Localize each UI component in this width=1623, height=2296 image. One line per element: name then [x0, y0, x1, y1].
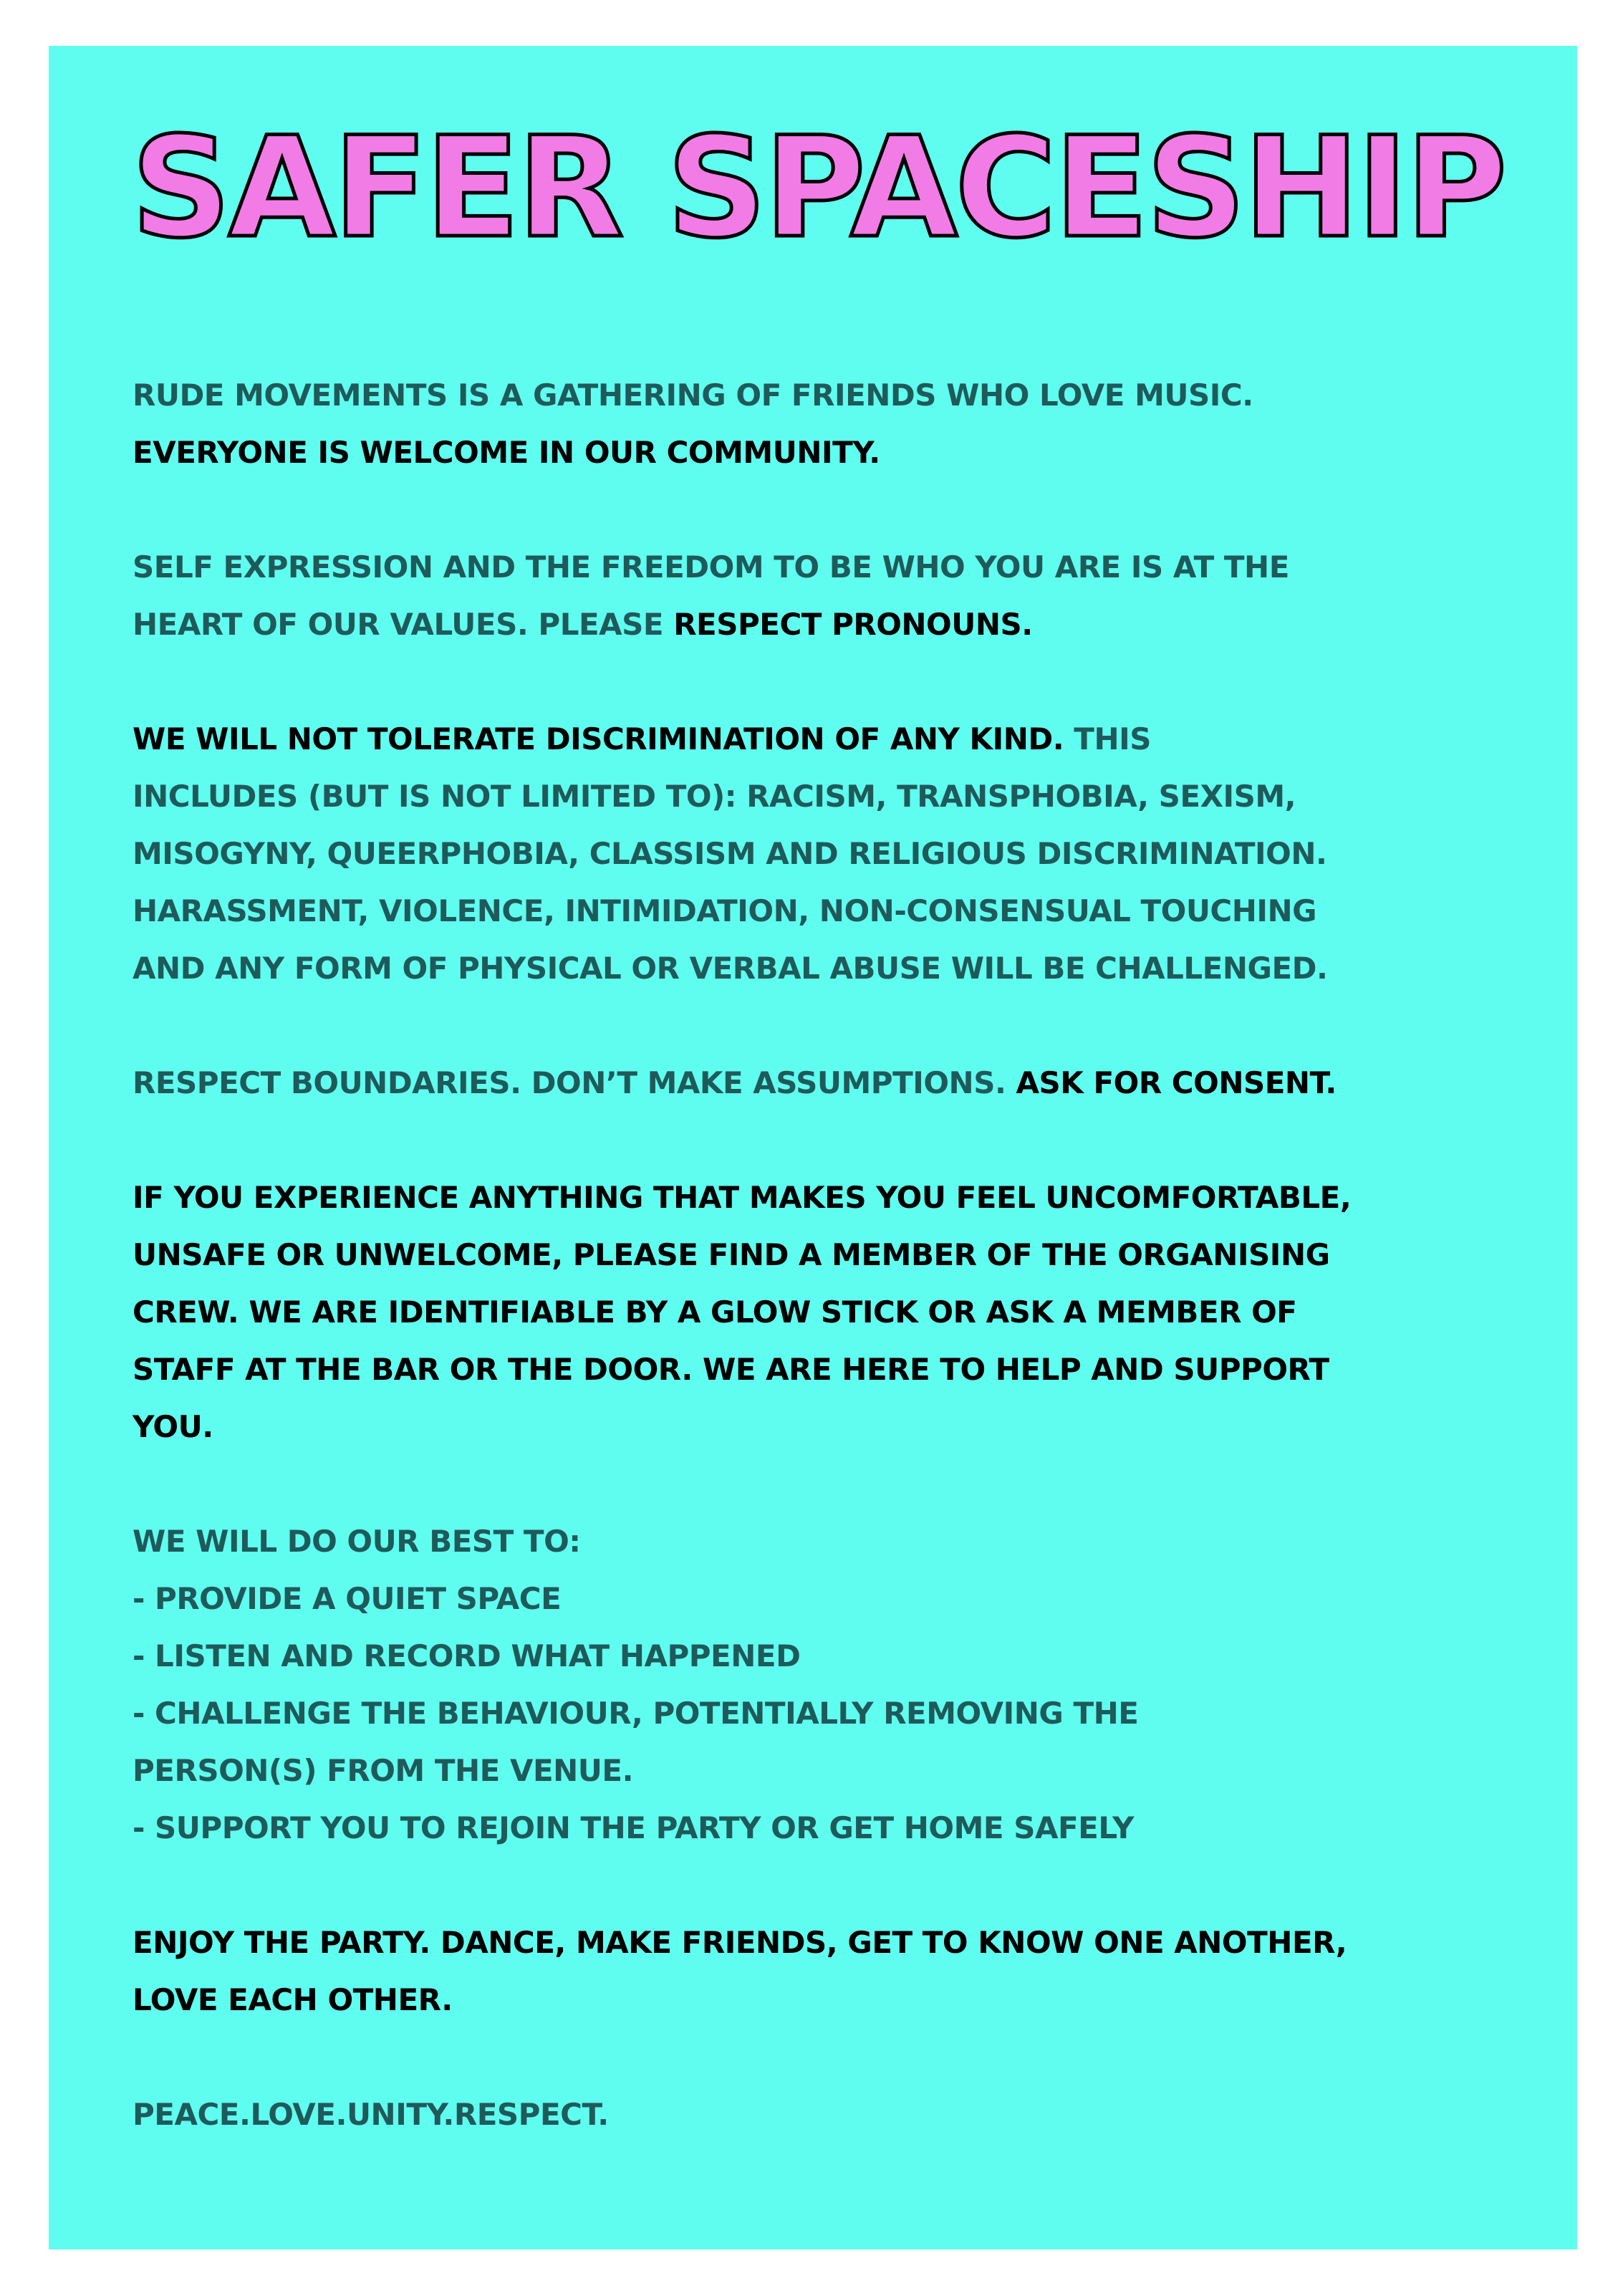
text-line	[133, 1055, 1558, 1112]
list-item-continuation: PERSON(S) FROM THE VENUE.	[133, 1753, 634, 1788]
text-line	[133, 711, 1558, 768]
paragraph-motto	[133, 2086, 1558, 2143]
poster-body	[133, 367, 1558, 2201]
paragraph-support	[133, 1169, 1558, 1456]
list-item: - PROVIDE A QUIET SPACE	[133, 1581, 562, 1616]
text-line: EVERYONE IS WELCOME IN OUR COMMUNITY.	[133, 435, 880, 470]
text-line: STAFF AT THE BAR OR THE DOOR. WE ARE HERE TO HELP AND SUPPORT	[133, 1352, 1329, 1387]
paragraph-self-expression	[133, 539, 1558, 653]
text-line: HARASSMENT, VIOLENCE, INTIMIDATION, NON-CONSENSUAL TOUCHING	[133, 893, 1317, 928]
text-line: AND ANY FORM OF PHYSICAL OR VERBAL ABUSE WILL BE CHALLENGED.	[133, 951, 1328, 986]
text-span-emphasis: RESPECT PRONOUNS.	[673, 607, 1033, 642]
list-item: - LISTEN AND RECORD WHAT HAPPENED	[133, 1638, 801, 1673]
text-line	[133, 596, 1558, 653]
text-line: LOVE EACH OTHER.	[133, 1982, 453, 2017]
text-span-emphasis: WE WILL NOT TOLERATE DISCRIMINATION OF ANY KIND.	[133, 721, 1064, 756]
paragraph-welcome	[133, 367, 1558, 481]
list-heading: WE WILL DO OUR BEST TO:	[133, 1524, 581, 1559]
list-item: - CHALLENGE THE BEHAVIOUR, POTENTIALLY REMOVING THE	[133, 1696, 1139, 1731]
text-line: CREW. WE ARE IDENTIFIABLE BY A GLOW STICK OR ASK A MEMBER OF	[133, 1294, 1297, 1330]
text-line: YOU.	[133, 1409, 213, 1444]
text-span: RESPECT BOUNDARIES. DON’T MAKE ASSUMPTIONS.	[133, 1065, 1016, 1100]
text-span: THIS	[1064, 721, 1151, 756]
poster-title: SAFER SPACESHIP	[131, 107, 1505, 269]
list-item: - SUPPORT YOU TO REJOIN THE PARTY OR GET HOME SAFELY	[133, 1810, 1135, 1845]
text-line: RUDE MOVEMENTS IS A GATHERING OF FRIENDS WHO LOVE MUSIC.	[133, 378, 1253, 413]
text-line: SELF EXPRESSION AND THE FREEDOM TO BE WHO YOU ARE IS AT THE	[133, 549, 1289, 585]
paragraph-discrimination	[133, 711, 1558, 997]
text-span-emphasis: ASK FOR CONSENT.	[1016, 1065, 1337, 1100]
paragraph-our-best	[133, 1513, 1558, 1857]
text-line: IF YOU EXPERIENCE ANYTHING THAT MAKES YOU FEEL UNCOMFORTABLE,	[133, 1180, 1352, 1215]
text-span: HEART OF OUR VALUES. PLEASE	[133, 607, 674, 642]
text-line: INCLUDES (BUT IS NOT LIMITED TO): RACISM, TRANSPHOBIA, SEXISM,	[133, 779, 1296, 814]
text-line: UNSAFE OR UNWELCOME, PLEASE FIND A MEMBER OF THE ORGANISING	[133, 1237, 1330, 1272]
poster-panel	[49, 46, 1577, 2249]
motto-line: PEACE.LOVE.UNITY.RESPECT.	[133, 2097, 609, 2132]
paragraph-enjoy	[133, 1914, 1558, 2029]
paragraph-boundaries	[133, 1055, 1558, 1112]
text-line: MISOGYNY, QUEERPHOBIA, CLASSISM AND RELIGIOUS DISCRIMINATION.	[133, 836, 1327, 871]
text-line: ENJOY THE PARTY. DANCE, MAKE FRIENDS, GET TO KNOW ONE ANOTHER,	[133, 1925, 1347, 1960]
